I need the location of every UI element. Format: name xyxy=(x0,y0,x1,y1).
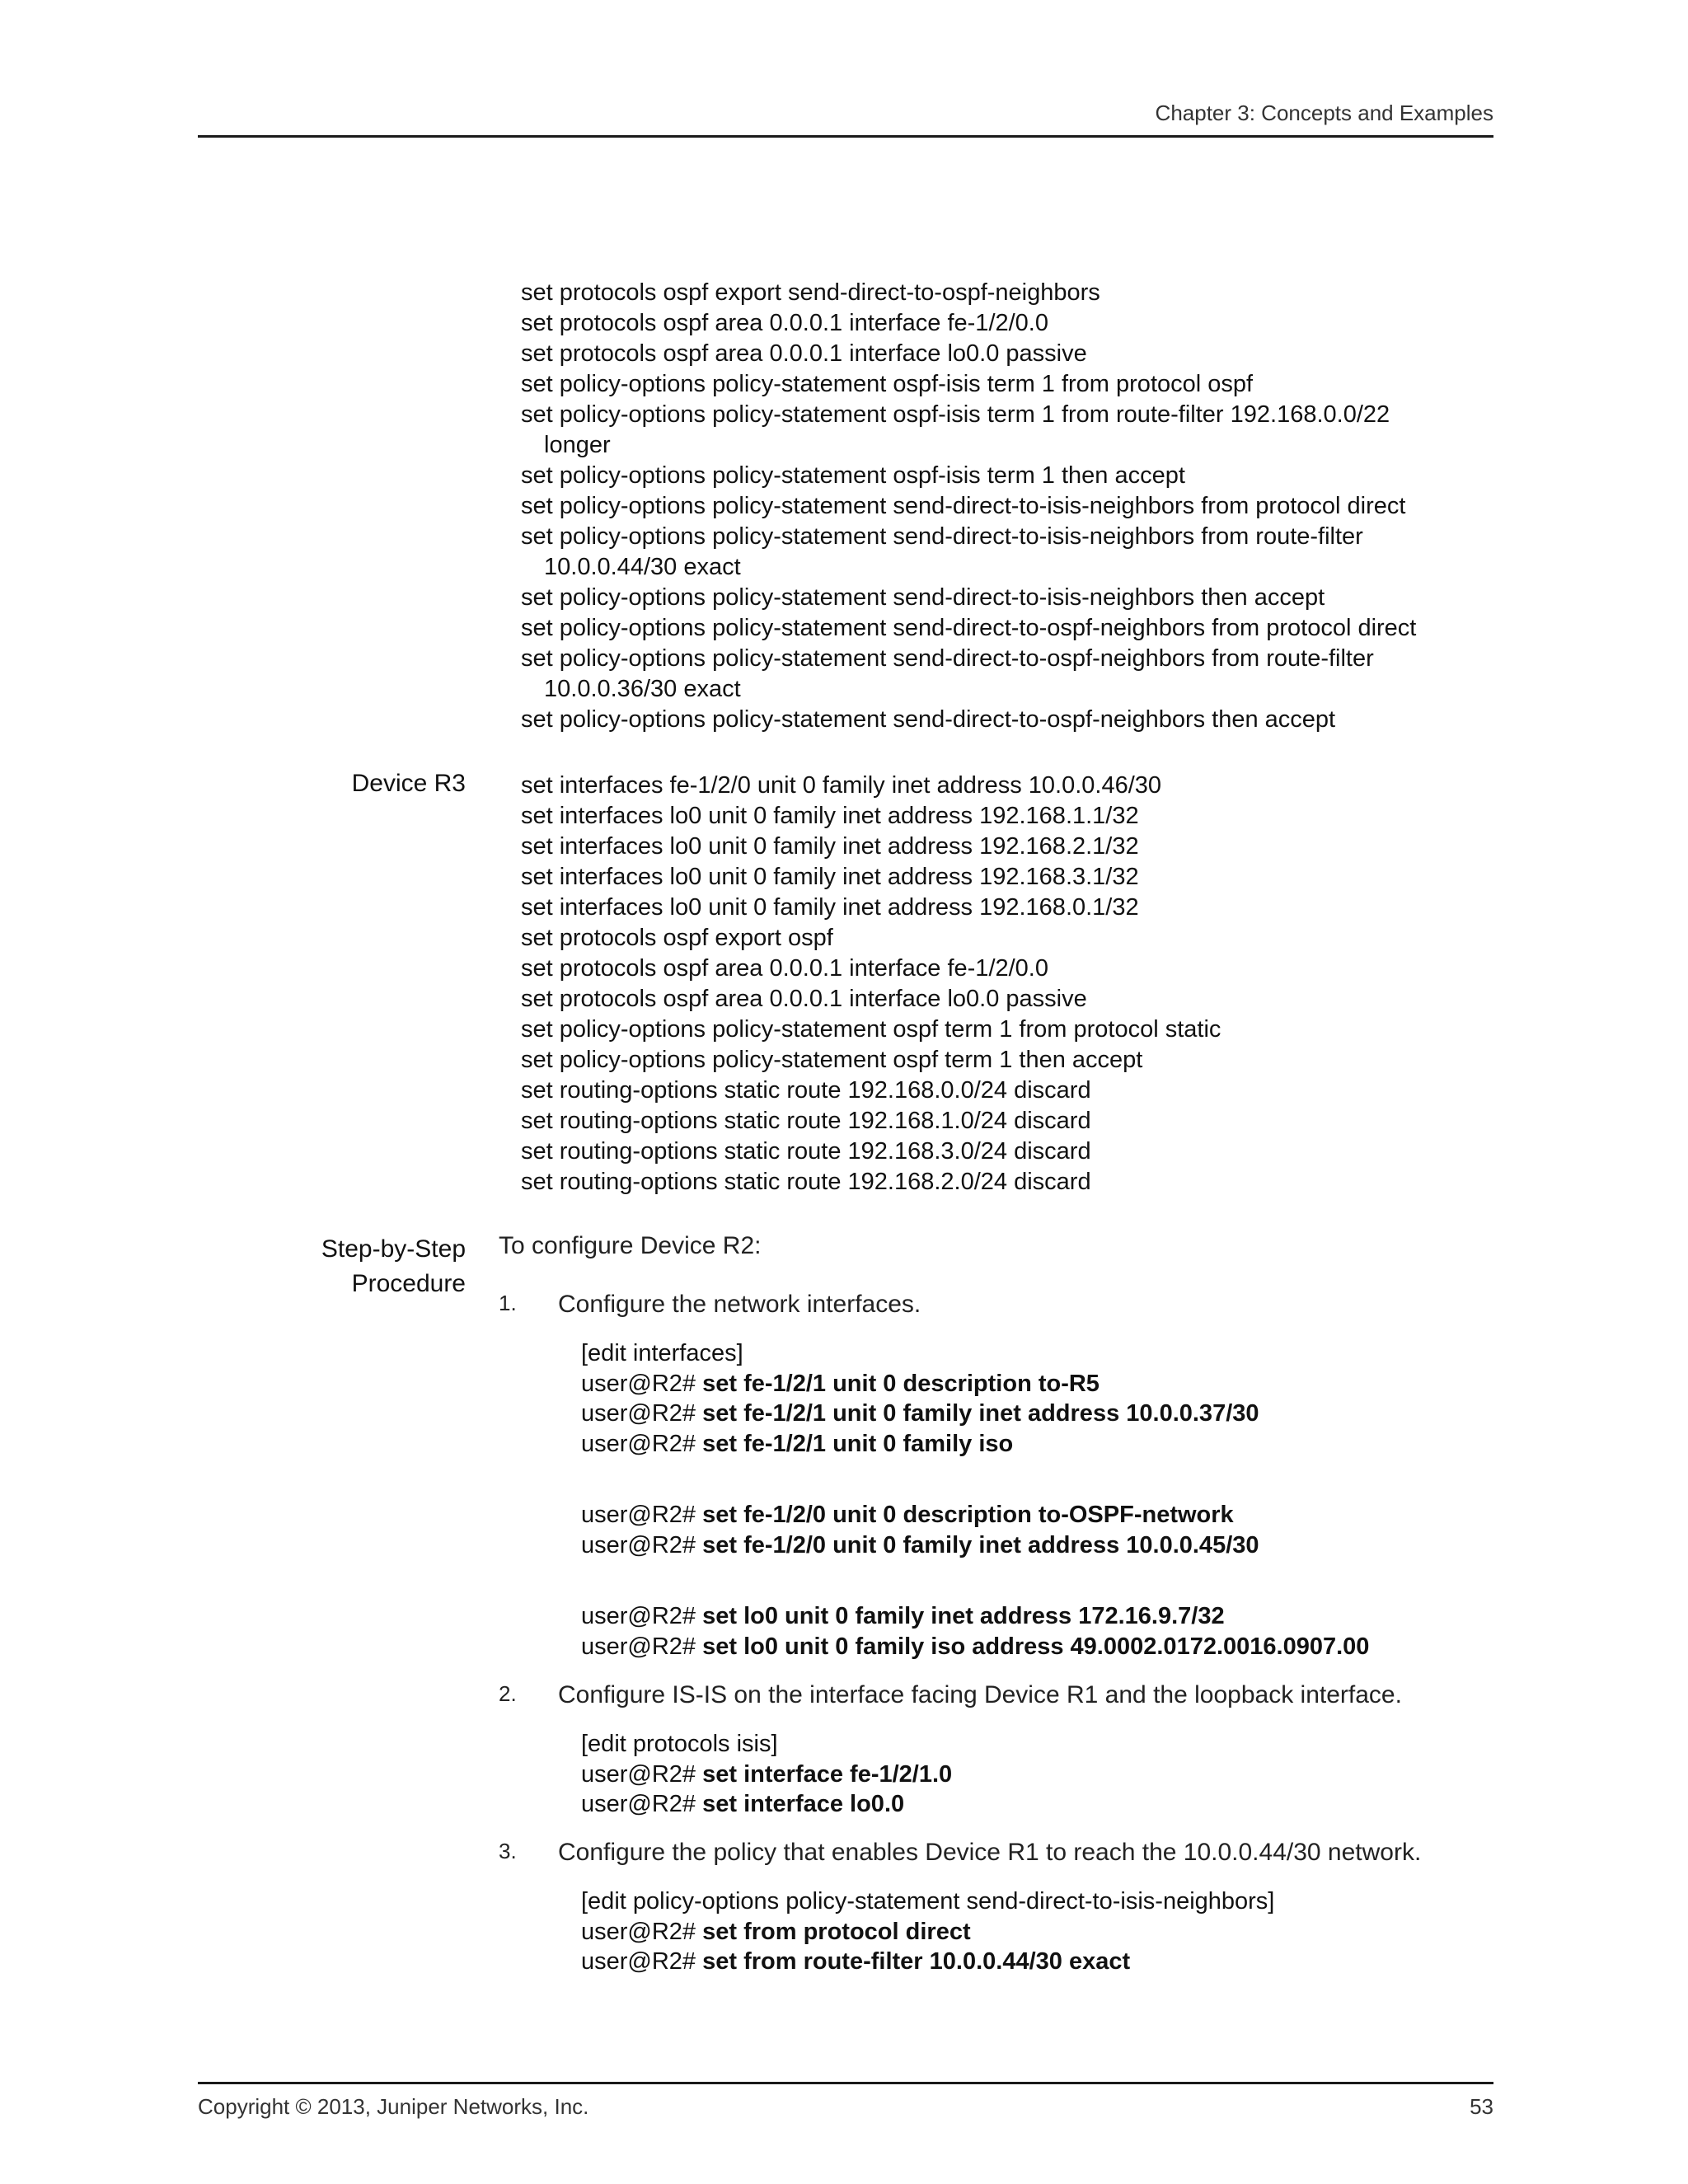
config-line: set routing-options static route 192.168.3.0/24 discard xyxy=(521,1138,1091,1165)
step-number: 3. xyxy=(499,1839,517,1863)
cli-prompt: user@R2# xyxy=(581,1400,696,1427)
cli-command: set fe-1/2/1 unit 0 family inet address 10.0.0.37/30 xyxy=(702,1400,1259,1427)
step-text: Configure IS-IS on the interface facing Device R1 and the loopback interface. xyxy=(558,1681,1402,1708)
cli-prompt: user@R2# xyxy=(581,1918,696,1945)
cli-command: set lo0 unit 0 family iso address 49.0002.0172.0016.0907.00 xyxy=(702,1633,1370,1660)
config-block-r3 xyxy=(521,771,1221,1197)
cli-prompt: user@R2# xyxy=(581,1603,696,1629)
step-text: Configure the network interfaces. xyxy=(558,1291,921,1318)
config-line: set policy-options policy-statement ospf term 1 then accept xyxy=(521,1047,1143,1073)
cli-command: set from route-filter 10.0.0.44/30 exact xyxy=(702,1948,1131,1975)
config-line: set protocols ospf export ospf xyxy=(521,925,833,951)
cli-context: [edit interfaces] xyxy=(581,1340,743,1366)
config-line: set interfaces lo0 unit 0 family inet address 192.168.0.1/32 xyxy=(521,894,1139,921)
procedure-label-line1: Step-by-Step xyxy=(321,1235,466,1263)
cli-prompt: user@R2# xyxy=(581,1948,696,1975)
device-r3-label: Device R3 xyxy=(351,770,466,797)
config-line-continuation: 10.0.0.36/30 exact xyxy=(544,676,741,702)
page-footer xyxy=(198,2082,1493,2119)
procedure-intro: To configure Device R2: xyxy=(499,1232,762,1259)
config-line: set interfaces lo0 unit 0 family inet address 192.168.2.1/32 xyxy=(521,833,1139,860)
cli-command: set interface lo0.0 xyxy=(702,1791,905,1817)
config-line: set routing-options static route 192.168.0.0/24 discard xyxy=(521,1077,1091,1104)
config-line: set policy-options policy-statement send-direct-to-ospf-neighbors then accept xyxy=(521,706,1336,733)
procedure-label xyxy=(247,1232,466,1301)
cli-command: set interface fe-1/2/1.0 xyxy=(702,1760,953,1788)
cli-prompt: user@R2# xyxy=(581,1430,696,1457)
cli-prompt: user@R2# xyxy=(581,1502,696,1528)
step-2-cli xyxy=(581,1729,952,1820)
config-line: set interfaces lo0 unit 0 family inet address 192.168.1.1/32 xyxy=(521,803,1139,829)
config-line: set protocols ospf area 0.0.0.1 interface lo0.0 passive xyxy=(521,340,1087,367)
cli-context: [edit protocols isis] xyxy=(581,1731,778,1757)
step-number: 1. xyxy=(499,1291,517,1315)
cli-prompt: user@R2# xyxy=(581,1760,696,1788)
copyright: Copyright © 2013, Juniper Networks, Inc. xyxy=(198,2094,589,2119)
config-line: set policy-options policy-statement ospf-isis term 1 from protocol ospf xyxy=(521,371,1254,397)
config-line: set protocols ospf area 0.0.0.1 interface fe-1/2/0.0 xyxy=(521,310,1048,336)
config-line: set policy-options policy-statement send-direct-to-ospf-neighbors from protocol direct xyxy=(521,615,1417,641)
chapter-title: Chapter 3: Concepts and Examples xyxy=(1155,101,1493,125)
config-line: set policy-options policy-statement ospf-isis term 1 then accept xyxy=(521,462,1185,489)
page-header xyxy=(198,99,1493,138)
config-line: set protocols ospf area 0.0.0.1 interface lo0.0 passive xyxy=(521,986,1087,1012)
cli-command: set lo0 unit 0 family inet address 172.16.9.7/32 xyxy=(702,1603,1225,1629)
cli-prompt: user@R2# xyxy=(581,1633,696,1660)
config-line: set interfaces lo0 unit 0 family inet address 192.168.3.1/32 xyxy=(521,864,1139,890)
cli-command: set fe-1/2/0 unit 0 family inet address 10.0.0.45/30 xyxy=(702,1531,1259,1558)
config-line: set routing-options static route 192.168.1.0/24 discard xyxy=(521,1108,1091,1134)
cli-prompt: user@R2# xyxy=(581,1791,696,1817)
cli-command: set fe-1/2/1 unit 0 family iso xyxy=(702,1430,1014,1457)
cli-prompt: user@R2# xyxy=(581,1531,696,1558)
config-line: set protocols ospf export send-direct-to-ospf-neighbors xyxy=(521,279,1100,306)
config-line: set protocols ospf area 0.0.0.1 interface fe-1/2/0.0 xyxy=(521,955,1048,982)
config-line: set policy-options policy-statement ospf-isis term 1 from route-filter 192.168.0.0/22 xyxy=(521,401,1390,428)
step-1-cli xyxy=(581,1338,1369,1661)
config-line: set policy-options policy-statement send-direct-to-ospf-neighbors from route-filter xyxy=(521,645,1374,672)
config-line: set policy-options policy-statement send-direct-to-isis-neighbors from route-filter xyxy=(521,523,1363,550)
config-block-r2-continued xyxy=(521,278,1416,735)
config-line: set policy-options policy-statement ospf term 1 from protocol static xyxy=(521,1016,1221,1043)
config-line-continuation: longer xyxy=(544,432,611,458)
config-line: set policy-options policy-statement send-direct-to-isis-neighbors then accept xyxy=(521,584,1325,611)
config-line: set policy-options policy-statement send-direct-to-isis-neighbors from protocol direct xyxy=(521,493,1406,519)
procedure-label-line2: Procedure xyxy=(351,1270,466,1297)
cli-command: set from protocol direct xyxy=(702,1918,971,1945)
cli-context: [edit policy-options policy-statement send-direct-to-isis-neighbors] xyxy=(581,1888,1275,1915)
step-3-cli xyxy=(581,1886,1274,1977)
config-line: set routing-options static route 192.168.2.0/24 discard xyxy=(521,1169,1091,1195)
config-line-continuation: 10.0.0.44/30 exact xyxy=(544,554,741,580)
cli-command: set fe-1/2/0 unit 0 description to-OSPF-network xyxy=(702,1502,1234,1528)
cli-prompt: user@R2# xyxy=(581,1370,696,1397)
step-text: Configure the policy that enables Device R1 to reach the 10.0.0.44/30 network. xyxy=(558,1839,1422,1866)
page-number: 53 xyxy=(1470,2094,1493,2119)
config-line: set interfaces fe-1/2/0 unit 0 family inet address 10.0.0.46/30 xyxy=(521,772,1162,799)
step-number: 2. xyxy=(499,1681,517,1706)
cli-command: set fe-1/2/1 unit 0 description to-R5 xyxy=(702,1370,1100,1397)
